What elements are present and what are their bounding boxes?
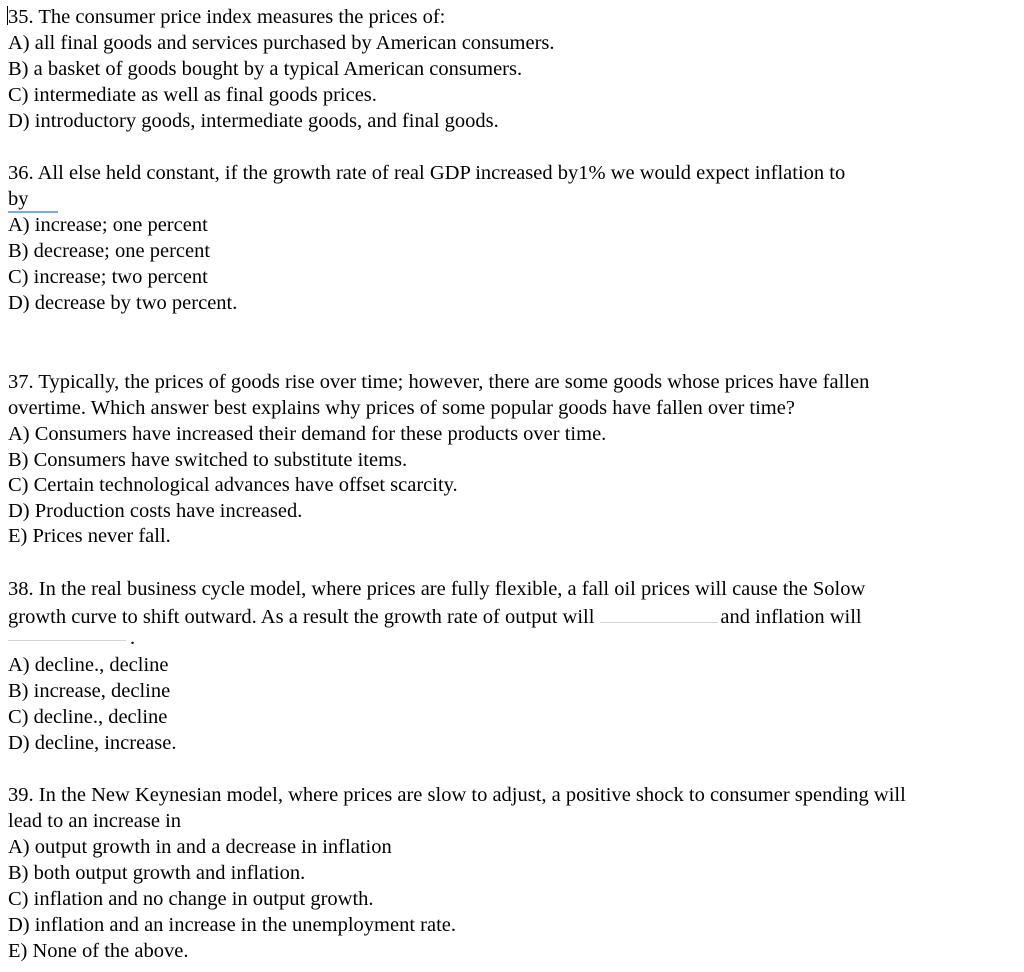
q35-stem: 35. The consumer price index measures the prices of: bbox=[8, 6, 446, 28]
q38-option-a: A) decline., decline bbox=[8, 654, 169, 676]
q37-option-a: A) Consumers have increased their demand for these products over time. bbox=[8, 423, 607, 445]
q38-answer-blank-2 bbox=[8, 640, 126, 641]
q36-option-d: D) decrease by two percent. bbox=[8, 292, 238, 314]
q39-option-b: B) both output growth and inflation. bbox=[8, 862, 306, 884]
q38-stem-line2-part1: growth curve to shift outward. As a result the growth rate of output will bbox=[8, 606, 595, 628]
q36-stem-line2: by bbox=[8, 188, 29, 210]
q35-option-c: C) intermediate as well as final goods prices. bbox=[8, 84, 377, 106]
q38-answer-blank-1 bbox=[600, 602, 718, 623]
q38-stem-line3: . bbox=[130, 627, 136, 649]
q37-option-b: B) Consumers have switched to substitute items. bbox=[8, 449, 408, 471]
q37-option-d: D) Production costs have increased. bbox=[8, 500, 303, 522]
q39-option-a: A) output growth in and a decrease in inflation bbox=[8, 836, 392, 858]
q37-stem-line1: 37. Typically, the prices of goods rise over time; however, there are some goods whose prices have fallen bbox=[8, 371, 870, 393]
q38-stem-line2 bbox=[8, 602, 862, 628]
q38-option-b: B) increase, decline bbox=[8, 680, 171, 702]
q38-stem-line2-part2: and inflation will bbox=[720, 606, 862, 628]
q38-option-d: D) decline, increase. bbox=[8, 732, 177, 754]
q38-stem-line1: 38. In the real business cycle model, where prices are fully flexible, a fall oil prices will cause the Solow bbox=[8, 578, 866, 600]
q39-stem-line1: 39. In the New Keynesian model, where prices are slow to adjust, a positive shock to consumer spending will bbox=[8, 784, 906, 806]
q35-option-d: D) introductory goods, intermediate goods, and final goods. bbox=[8, 110, 499, 132]
q37-stem-line2: overtime. Which answer best explains why prices of some popular goods have fallen over time? bbox=[8, 397, 795, 419]
q36-stem-line1: 36. All else held constant, if the growth rate of real GDP increased by1% we would expect inflation to bbox=[8, 162, 846, 184]
q35-option-a: A) all final goods and services purchased by American consumers. bbox=[8, 32, 555, 54]
q39-option-c: C) inflation and no change in output growth. bbox=[8, 888, 374, 910]
q38-option-c: C) decline., decline bbox=[8, 706, 168, 728]
q39-option-d: D) inflation and an increase in the unemployment rate. bbox=[8, 914, 456, 936]
q36-option-b: B) decrease; one percent bbox=[8, 240, 211, 262]
q36-option-a: A) increase; one percent bbox=[8, 214, 208, 236]
q37-option-e: E) Prices never fall. bbox=[8, 525, 171, 547]
q37-option-c: C) Certain technological advances have offset scarcity. bbox=[8, 474, 458, 496]
q39-option-e: E) None of the above. bbox=[8, 940, 189, 962]
q36-option-c: C) increase; two percent bbox=[8, 266, 208, 288]
q35-option-b: B) a basket of goods bought by a typical American consumers. bbox=[8, 58, 523, 80]
q39-stem-line2: lead to an increase in bbox=[8, 810, 182, 832]
